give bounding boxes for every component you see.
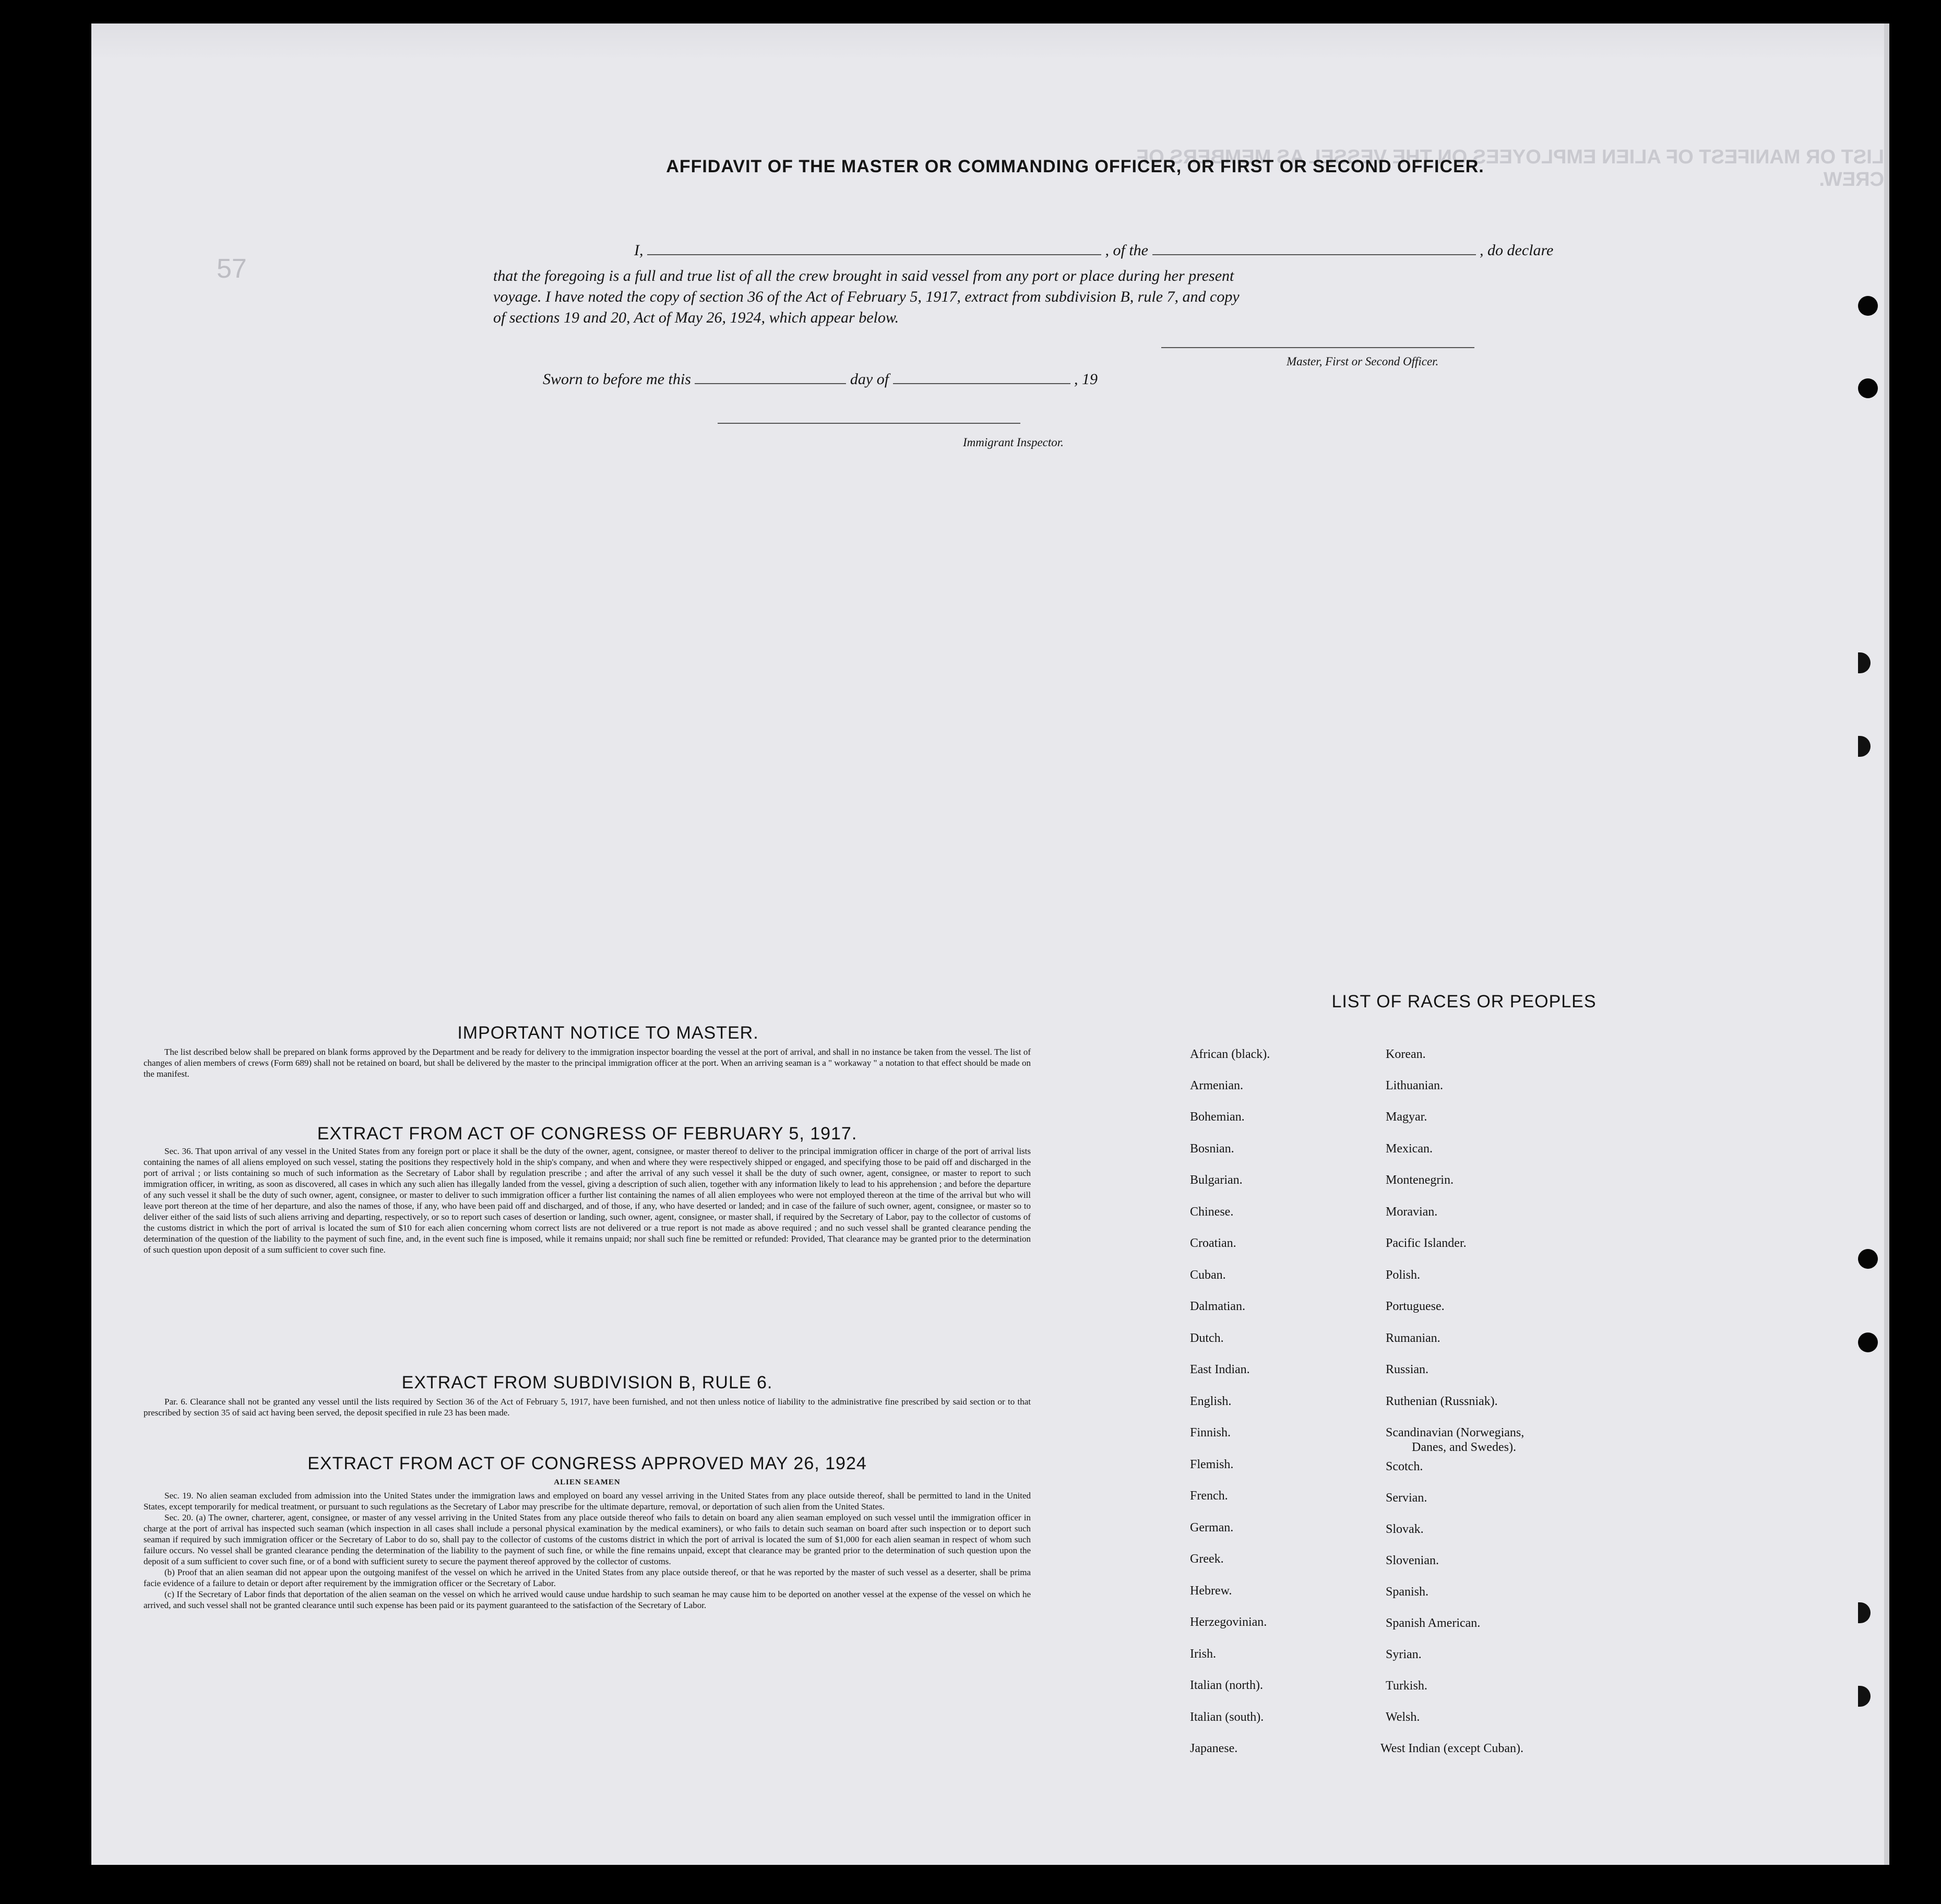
vessel-name-field[interactable]	[1152, 254, 1476, 255]
race-right: Welsh.	[1386, 1710, 1420, 1724]
race-left: African (black).	[1190, 1048, 1270, 1061]
race-left: Dalmatian.	[1190, 1300, 1245, 1313]
race-left: Herzegovinian.	[1190, 1615, 1267, 1629]
race-left: Irish.	[1190, 1647, 1216, 1661]
race-left: Armenian.	[1190, 1079, 1243, 1092]
master-signature-label: Master, First or Second Officer.	[1287, 355, 1439, 368]
race-right-continued: Danes, and Swedes).	[1412, 1441, 1516, 1454]
affidavit-declaration-text: that the foregoing is a full and true list of all the crew brought in said vessel from any port or place during her present voyage. I have noted the copy of section 36 of the Act of February 5, 1917, extract from subdivision B, rule 7, and copy of sections 19 and 20, Act of May 26, 1924, which appear below.	[493, 267, 1240, 326]
race-left: Hebrew.	[1190, 1584, 1232, 1598]
master-signature-field[interactable]	[1161, 347, 1474, 348]
race-right: Rumanian.	[1386, 1331, 1440, 1345]
race-right: Ruthenian (Russniak).	[1386, 1395, 1498, 1408]
race-left: English.	[1190, 1395, 1232, 1408]
race-right: Slovenian.	[1386, 1554, 1439, 1567]
binder-hole	[1858, 296, 1878, 316]
race-right: Moravian.	[1386, 1205, 1438, 1219]
extract-1924-subtitle: ALIEN SEAMEN	[554, 1478, 621, 1486]
binder-hole	[1858, 378, 1878, 398]
document-page	[91, 23, 1889, 1865]
race-right: Magyar.	[1386, 1110, 1427, 1124]
race-right: Syrian.	[1386, 1648, 1422, 1661]
binder-hole	[1858, 1686, 1871, 1707]
affidavit-declaration-line1: I, , of the , do declare	[634, 242, 1554, 259]
race-left: Dutch.	[1190, 1331, 1224, 1345]
race-left: Croatian.	[1190, 1236, 1236, 1250]
race-left: Bulgarian.	[1190, 1173, 1243, 1187]
race-left: Chinese.	[1190, 1205, 1234, 1219]
section-20c: (c) If the Secretary of Labor finds that deportation of the alien seaman on the vessel on which he arrived would cause undue hardship to such seaman he may cause him to be deported on another vessel at the expense of the vessel on which he arrived, and such vessel shall not be granted clearance until such expense has been paid or its payment guaranteed to the satisfaction of the Secretary of Labor.	[144, 1589, 1031, 1610]
race-left: Bohemian.	[1190, 1110, 1245, 1124]
race-left: Italian (north).	[1190, 1679, 1263, 1692]
race-right: West Indian (except Cuban).	[1380, 1742, 1523, 1755]
race-right: Servian.	[1386, 1491, 1427, 1505]
race-left: Japanese.	[1190, 1742, 1238, 1755]
binder-hole	[1858, 1602, 1871, 1623]
sworn-line: Sworn to before me this day of , 19	[543, 371, 1098, 388]
race-right: Lithuanian.	[1386, 1079, 1443, 1092]
extract-rule6-text: Par. 6. Clearance shall not be granted any vessel until the lists required by Section 36 of the Act of February 5, 1917, have been furnished, and not then unless notice of liability to the administrative fine prescribed by said section or to that prescribed by section 35 of said act having been served, the deposit specified in rule 23 has been made.	[144, 1397, 1031, 1418]
race-right: Korean.	[1386, 1048, 1426, 1061]
race-left: Cuban.	[1190, 1268, 1226, 1282]
page-edge-shadow	[91, 23, 1884, 60]
race-right: Spanish American.	[1386, 1616, 1481, 1630]
race-left: East Indian.	[1190, 1363, 1250, 1376]
race-right: Spanish.	[1386, 1585, 1429, 1599]
inspector-signature-field[interactable]	[718, 423, 1020, 424]
race-right: Portuguese.	[1386, 1300, 1445, 1313]
race-right: Russian.	[1386, 1363, 1429, 1376]
race-left: Flemish.	[1190, 1458, 1234, 1471]
extract-1917-text: Sec. 36. That upon arrival of any vessel in the United States from any foreign port or place it shall be the duty of the owner, agent, consignee, or master thereof to deliver to the principal immigration officer in charge of the port of arrival lists containing the names of all aliens employed on such vessel, stating the positions they respectively hold in the ship's company, and when and where they were respectively shipped or engaged, and specifying those to be paid off and discharged in the port of arrival ; or lists containing so much of such information as the Secretary of Labor shall by regulation prescribe ; and after the arrival of any such vessel it shall be the duty of such owner, agent, consignee, or master to report to such immigration officer, in writing, as soon as discovered, all cases in which any such alien has illegally landed from the vessel, giving a description of such alien, together with any information likely to lead to his apprehension ; and before the departure of any such vessel it shall be the duty of such owner, agent, consignee, or master to deliver to such immigration officer a further list containing the names of all alien employees who were not employed thereon at the time of the arrival but who will leave port thereon at the time of her departure, and also the names of those, if any, who have been paid off and discharged, and of those, if any, who have deserted or landed; and in case of the failure of such owner, agent, consignee, or master so to deliver either of the said lists of such aliens arriving and departing, respectively, or so to report such cases of desertion or landing, such owner, agent, consignee, or master shall, if required by the Secretary of Labor, pay to the collector of customs of the customs district in which the port of arrival is located the sum of $10 for each alien concerning whom correct lists are not delivered or a true report is not made as above required ; and no such vessel shall be granted clearance pending the determination of the question of the liability to the payment of such fine, and, in the event such fine is imposed, while it remains unpaid; nor shall such fine be remitted or refunded: Provided, That clearance may be granted prior to the determination of such question upon deposit of a sum sufficient to cover such fine.	[144, 1146, 1031, 1255]
race-right: Montenegrin.	[1386, 1173, 1454, 1187]
binder-hole	[1858, 1332, 1878, 1352]
bleed-through-header: LIST OR MANIFEST OF ALIEN EMPLOYEES ON THE VESSEL AS MEMBERS OF CREW.	[1136, 146, 1884, 191]
binder-hole	[1858, 1249, 1878, 1269]
page-number-mark: 57	[217, 254, 247, 284]
binder-hole	[1858, 736, 1871, 757]
extract-rule6-title: EXTRACT FROM SUBDIVISION B, RULE 6.	[401, 1373, 773, 1393]
affidavit-title: AFFIDAVIT OF THE MASTER OR COMMANDING OFFICER, OR FIRST OR SECOND OFFICER.	[666, 157, 1484, 176]
section-19: Sec. 19. No alien seaman excluded from admission into the United States under the immigration laws and employed on board any vessel arriving in the United States from any place outside thereof, shall be permitted to land in the United States, except temporarily for medical treatment, or pursuant to such regulations as the Secretary of Labor may prescribe for the ultimate departure, removal, or deportation of such alien from the United States.	[144, 1491, 1031, 1512]
extract-1917-title: EXTRACT FROM ACT OF CONGRESS OF FEBRUARY 5, 1917.	[317, 1124, 858, 1144]
section-20a: Sec. 20. (a) The owner, charterer, agent, consignee, or master of any vessel arriving in the United States from any place outside thereof who fails to detain on board any alien seaman employed on such vessel until the immigration officer in charge at the port of arrival has inspected such seaman (which inspection in all cases shall include a personal physical examination by the medical examiners), or who fails to detain such seaman on board after such inspection or to deport such seaman if required by such immigration officer or the Secretary of Labor to do so, shall pay to the collector of customs of the customs district in which the port of arrival is located the sum of $1,000 for each alien seaman in respect of whom such failure occurs. No vessel shall be granted clearance pending the determination of the liability to the payment of such fine, or while the fine remains unpaid, except that clearance may be granted prior to the determination of such question upon the deposit of a sum sufficient to cover such fine, or of a bond with sufficient surety to secure the payment thereof approved by the collector of customs.	[144, 1513, 1031, 1566]
race-right: Turkish.	[1386, 1679, 1427, 1693]
races-title: LIST OF RACES OR PEOPLES	[1331, 992, 1597, 1011]
extract-1924-title: EXTRACT FROM ACT OF CONGRESS APPROVED MAY 26, 1924	[307, 1454, 867, 1473]
master-name-field[interactable]	[647, 254, 1101, 255]
race-right: Mexican.	[1386, 1142, 1433, 1156]
binder-hole	[1858, 652, 1871, 673]
race-left: Italian (south).	[1190, 1710, 1264, 1724]
race-left: Greek.	[1190, 1552, 1224, 1566]
race-left: German.	[1190, 1521, 1234, 1534]
inspector-label: Immigrant Inspector.	[963, 436, 1064, 449]
race-right: Scandinavian (Norwegians,	[1386, 1426, 1525, 1439]
notice-title: IMPORTANT NOTICE TO MASTER.	[457, 1023, 759, 1043]
notice-text: The list described below shall be prepared on blank forms approved by the Department and be ready for delivery to the immigration inspector boarding the vessel at the port of arrival, and shall in no instance be taken from the vessel. The list of changes of alien members of crews (Form 689) shall not be retained on board, but shall be delivered by the master to the principal immigration officer at the port. When an arriving seaman is a " workaway " a notation to that effect should be made on the manifest.	[144, 1047, 1031, 1079]
race-left: French.	[1190, 1489, 1228, 1503]
race-right: Pacific Islander.	[1386, 1236, 1467, 1250]
race-right: Polish.	[1386, 1268, 1421, 1282]
sworn-day-field[interactable]	[695, 383, 846, 384]
extract-1924-text	[144, 1490, 1031, 1611]
race-left: Finnish.	[1190, 1426, 1231, 1439]
race-right: Scotch.	[1386, 1460, 1423, 1473]
race-right: Slovak.	[1386, 1522, 1424, 1536]
race-left: Bosnian.	[1190, 1142, 1234, 1156]
sworn-month-field[interactable]	[893, 383, 1070, 384]
section-20b: (b) Proof that an alien seaman did not appear upon the outgoing manifest of the vessel on which he arrived in the United States from any place outside thereof, or that he was reported by the master of such vessel as a deserter, shall be prima facie evidence of a failure to detain or deport after requirement by the immigration officer or the Secretary of Labor.	[144, 1567, 1031, 1588]
